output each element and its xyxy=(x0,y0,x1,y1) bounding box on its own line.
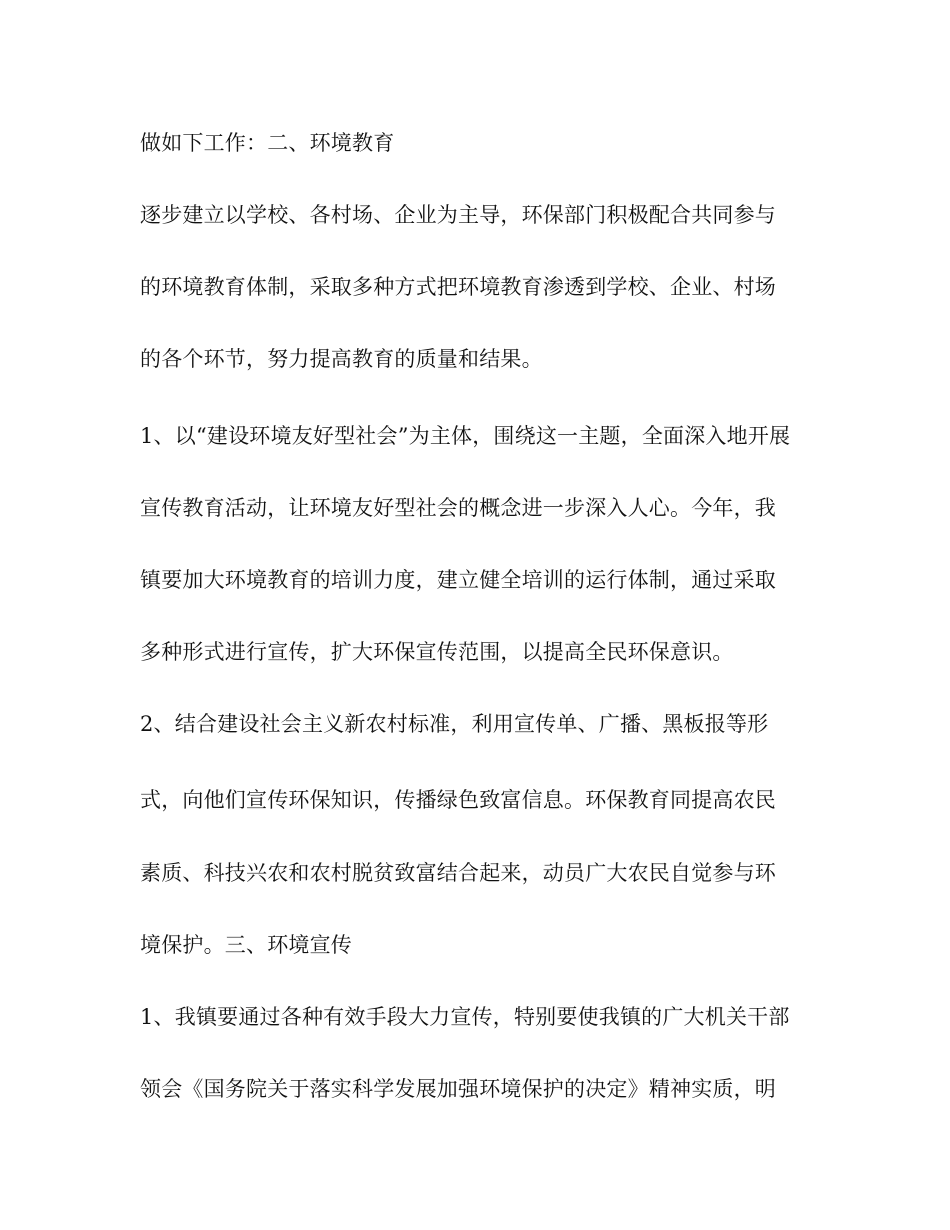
text-line: 素质、科技兴农和农村脱贫致富结合起来，动员广大农民自觉参与环 xyxy=(140,861,776,885)
text-line: 式，向他们宣传环保知识，传播绿色致富信息。环保教育同提高农民 xyxy=(140,788,776,812)
text-line: 镇要加大环境教育的培训力度，建立健全培训的运行体制，通过采取 xyxy=(140,568,776,592)
text-line: 领会《国务院关于落实科学发展加强环境保护的决定》精神实质，明 xyxy=(140,1077,776,1101)
text-line: 境保护。三、环境宣传 xyxy=(140,933,352,957)
text-line: 1、以“建设环境友好型社会”为主体，围绕这一主题，全面深入地开展 xyxy=(140,424,791,448)
text-line: 的环境教育体制，采取多种方式把环境教育渗透到学校、企业、村场 xyxy=(140,275,776,299)
text-line: 多种形式进行宣传，扩大环保宣传范围，以提高全民环保意识。 xyxy=(140,640,734,664)
text-line: 的各个环节，努力提高教育的质量和结果。 xyxy=(140,347,543,371)
text-line: 1、我镇要通过各种有效手段大力宣传，特别要使我镇的广大机关干部 xyxy=(140,1005,790,1029)
text-line: 逐步建立以学校、各村场、企业为主导，环保部门积极配合共同参与 xyxy=(140,203,776,227)
text-line: 宣传教育活动，让环境友好型社会的概念进一步深入人心。今年，我 xyxy=(140,496,776,520)
text-line: 2、结合建设社会主义新农村标准，利用宣传单、广播、黑板报等形 xyxy=(140,712,769,736)
text-line: 做如下工作：二、环境教育 xyxy=(140,131,395,155)
